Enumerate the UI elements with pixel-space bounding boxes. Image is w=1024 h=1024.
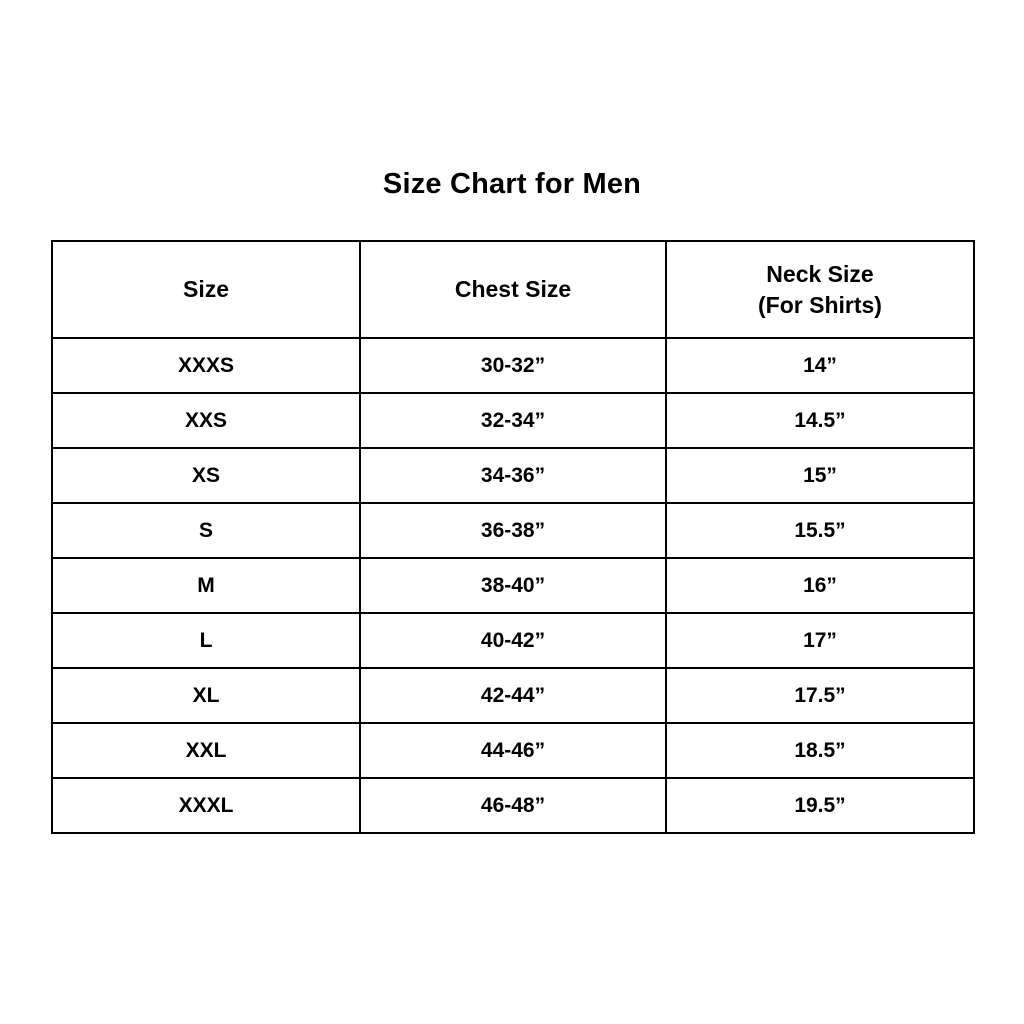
column-header-chest-size [360,241,666,338]
table-row [52,613,974,668]
cell-chest: 34-36” [360,448,666,503]
column-header-size-label: Size [182,276,230,303]
cell-chest: 46-48” [360,778,666,833]
cell-size: XS [52,448,360,503]
cell-size: S [52,503,360,558]
table-row [52,778,974,833]
cell-neck: 17.5” [666,668,974,723]
cell-chest: 44-46” [360,723,666,778]
cell-size: M [52,558,360,613]
column-header-size [52,241,360,338]
cell-chest: 32-34” [360,393,666,448]
cell-size: XXXS [52,338,360,393]
column-header-neck-size-sublabel: (For Shirts) [758,291,882,318]
cell-neck: 16” [666,558,974,613]
cell-neck: 14” [666,338,974,393]
cell-neck: 19.5” [666,778,974,833]
table-row [52,448,974,503]
cell-chest: 36-38” [360,503,666,558]
cell-size: XXS [52,393,360,448]
page-title: Size Chart for Men [382,168,642,200]
cell-size: L [52,613,360,668]
cell-neck: 15.5” [666,503,974,558]
column-header-neck-size-label: Neck Size [766,261,874,288]
cell-neck: 18.5” [666,723,974,778]
table-row [52,503,974,558]
cell-neck: 15” [666,448,974,503]
table-row [52,338,974,393]
table-header [52,241,974,338]
table-row [52,723,974,778]
cell-chest: 40-42” [360,613,666,668]
table-body [52,338,974,833]
cell-chest: 30-32” [360,338,666,393]
cell-size: XXXL [52,778,360,833]
cell-neck: 14.5” [666,393,974,448]
size-table-container [51,240,973,834]
cell-size: XXL [52,723,360,778]
cell-chest: 38-40” [360,558,666,613]
cell-size: XL [52,668,360,723]
table-row [52,668,974,723]
cell-chest: 42-44” [360,668,666,723]
table-row [52,393,974,448]
table-row [52,558,974,613]
column-header-chest-size-label: Chest Size [454,276,572,303]
cell-neck: 17” [666,613,974,668]
table-header-row [52,241,974,338]
column-header-neck-size [666,241,974,338]
size-table [51,240,975,834]
